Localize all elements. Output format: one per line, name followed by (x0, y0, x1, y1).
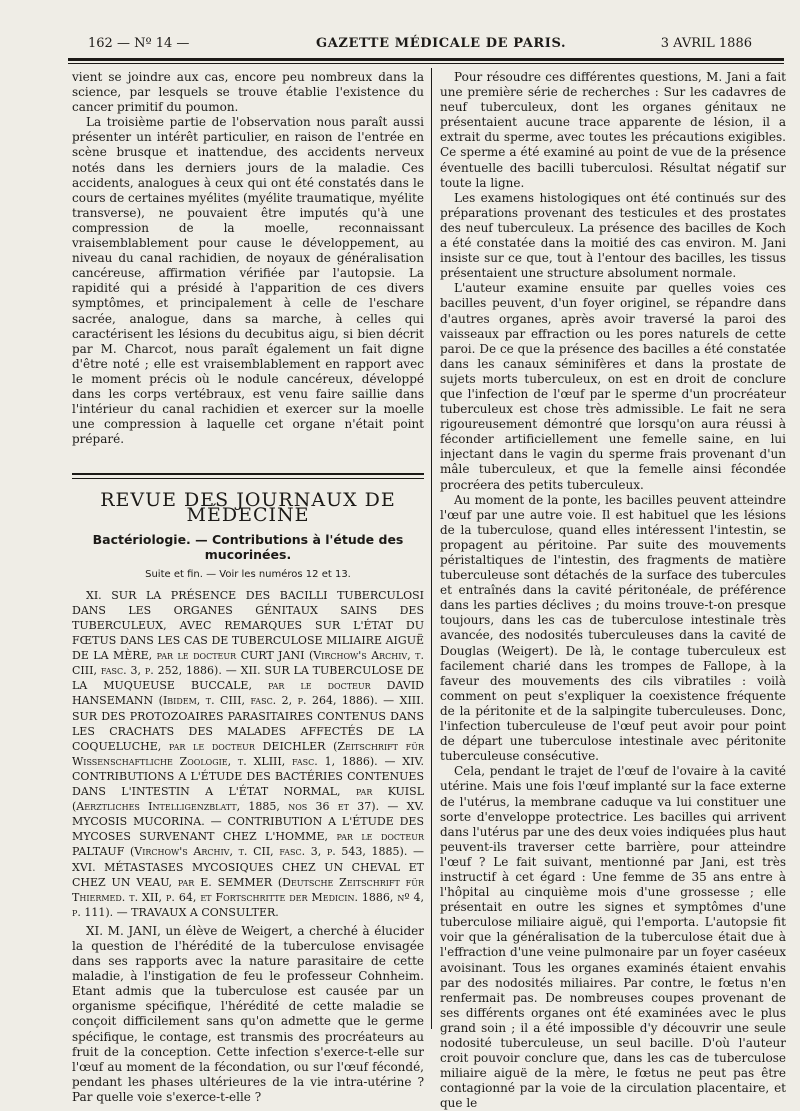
paragraph: Cela, pendant le trajet de l'œuf de l'ovaire à la cavité utérine. Mais une fois l'œuf implanté sur la face externe de l'utérus, la membrane caduque va lui constituer une sorte d'enveloppe protectrice. Les bacilles qui arrivent dans l'utérus par une des deux voies indiquées plus haut peuvent-ils traverser cette barrière, pour atteindre l'œuf ? Le fait suivant, mentionné par Jani, est très instructif à cet égard : Une femme de 35 ans entre à l'hôpital au cinquième mois d'une grossesse ; elle présentait en outre les signes et symptômes d'une tuberculose miliaire aiguë, qui l'emporta. L'autopsie fit voir que la généralisation de la tuberculose était due à l'effraction d'une veine pulmonaire par un foyer caséeux avoisinant. Tous les organes examinés étaient envahis par des nodosités miliaires. Par contre, le fœtus n'en renfermait pas. De nombreuses coupes provenant de ses différents organes ont été examinées avec le plus grand soin ; il a été impossible d'y découvrir une seule nodosité tuberculeuse, un seul bacille. D'où l'auteur croit pouvoir conclure que, dans les cas de tuberculose miliaire aiguë de la mère, le fœtus ne peut pas être contagionné par la voie de la circulation placentaire, et que le (440, 764, 786, 1111)
right-column (440, 70, 786, 1111)
paragraph: La troisième partie de l'observation nous paraît aussi présenter un intérêt particulier, en raison de l'entrée en scène brusque et inattendue, des accidents nerveux notés dans les derniers jours de la maladie. Ces accidents, analogues à ceux qui ont été constatés dans le cours de certaines myélites (myélite traumatique, myélite transverse), ne pouvaient être imputés qu'à une compression de la moelle, reconnaissant vraisemblablement pour cause le développement, au niveau du canal rachidien, de noyaux de généralisation cancéreuse, affirmation vérifiée par l'autopsie. La rapidité qui a présidé à l'apparition de ces divers symptômes, et principalement à celle de l'eschare sacrée, analogue, dans sa marche, à celles qui caractérisent les lésions du decubitus aigu, si bien décrit par M. Charcot, nous paraît également un fait digne d'être noté ; elle est vraisemblablement en rapport avec le moment précis où le nodule cancéreux, développé dans les corps vertébraux, est venu faire saillie dans l'intérieur du canal rachidien et exercer sur la moelle une compression à laquelle cet organe n'était point préparé. (72, 115, 424, 447)
journal-title: GAZETTE MÉDICALE DE PARIS. (316, 36, 567, 51)
references-list: XI. SUR LA PRÉSENCE DES BACILLI TUBERCULOSI DANS LES ORGANES GÉNITAUX SAINS DES TUBERCULEUX, AVEC REMARQUES SUR L'ÉTAT DU FŒTUS DANS LES CAS DE TUBERCULOSE MILIAIRE AIGUË DE LA MÈRE, par le docteur CURT JANI (Virchow's Archiv, t. CIII, fasc. 3, p. 252, 1886). — XII. SUR LA TUBERCULOSE DE LA MUQUEUSE BUCCALE, par le docteur DAVID HANSEMANN (Ibidem, t. CIII, fasc. 2, p. 264, 1886). — XIII. SUR DES PROTOZOAIRES PARASITAIRES CONTENUS DANS LES CRACHATS DES MALADES AFFECTÉS DE LA COQUELUCHE, par le docteur DEICHLER (Zeitschrift für Wissenschaftliche Zoologie, t. XLIII, fasc. 1, 1886). — XIV. CONTRIBUTIONS A L'ÉTUDE DES BACTÉRIES CONTENUES DANS L'INTESTIN A L'ÉTAT NORMAL, par KUISL (Aerztliches Intelligenzblatt, 1885, nos 36 et 37). — XV. MYCOSIS MUCORINA. — CONTRIBUTION A L'ÉTUDE DES MYCOSES SURVENANT CHEZ L'HOMME, par le docteur PALTAUF (Virchow's Archiv, t. CII, fasc. 3, p. 543, 1885). — XVI. MÉTASTASES MYCOSIQUES CHEZ UN CHEVAL ET CHEZ UN VEAU, par E. SEMMER (Deutsche Zeitschrift für Thiermed. t. XII, p. 64, et Fortschritte der Medicin. 1886, nº 4, p. 111). — TRAVAUX A CONSULTER. (72, 588, 424, 919)
paragraph: L'auteur examine ensuite par quelles voies ces bacilles peuvent, d'un foyer originel, se répandre dans d'autres organes, après avoir traversé la paroi des vaisseaux par effraction ou les pores naturels de cette paroi. De ce que la présence des bacilles a été constatée dans les canaux séminifères et dans la prostate de sujets morts tuberculeux, on est en droit de conclure que l'infection de l'œuf par le sperme d'un procréateur tuberculeux est chose très admissible. Le fait ne sera rigoureusement démontré que lorsqu'on aura réussi à féconder artificiellement une femelle saine, en lui injectant dans le vagin du sperme frais provenant d'un mâle tuberculeux, et que la femelle ainsi fécondée procréera des petits tuberculeux. (440, 281, 786, 492)
continuation-note: Suite et fin. — Voir les numéros 12 et 13. (145, 568, 351, 580)
section-separator (72, 473, 424, 479)
header-rule-thick (68, 58, 784, 61)
separator-rule (72, 473, 424, 475)
paragraph: XI. M. JANI, un élève de Weigert, a cherché à élucider la question de l'hérédité de la tuberculose envisagée dans ses rapports avec la nature parasitaire de cette maladie, à l'instigation de feu le professeur Cohnheim. Etant admis que la tuberculose est causée par un organisme spécifique, l'hérédité de cette maladie se conçoit difficilement sans qu'on admette que le germe spécifique, le contage, est transmis des procréateurs au fruit de la conception. Cette infection s'exerce-t-elle sur l'œuf au moment de la fécondation, ou sur l'œuf fécondé, pendant les phases ultérieures de la vie intra-utérine ? Par quelle voie s'exerce-t-elle ? (72, 923, 424, 1104)
paragraph: Pour résoudre ces différentes questions, M. Jani a fait une première série de recherches : Sur les cadavres de neuf tuberculeux, dont les organes génitaux ne présentaient aucune trace apparente de lésion, il a extrait du sperme, avec toutes les précautions exigibles. Ce sperme a été examiné au point de vue de la présence éventuelle des bacilli tuberculosi. Résultat négatif sur toute la ligne. (440, 70, 786, 190)
column-divider (431, 68, 432, 1029)
section-subtitle: Bactériologie. — Contributions à l'étude des mucorinées. (92, 531, 404, 562)
separator-rule (72, 478, 424, 479)
paragraph: Au moment de la ponte, les bacilles peuvent atteindre l'œuf par une autre voie. Il est habituel que les lésions de la tuberculose, quand elles intéressent l'intestin, se propagent au péritoine. Par suite des mouvements péristaltiques de l'intestin, des fragments de matière tuberculeuse sont détachés de la surface des tubercules et entraînés dans la cavité péritonéale, de préférence dans les parties déclives ; du moins trouve-t-on presque toujours, dans les cas de tuberculose intestinale très avancée, des nodosités tuberculeuses dans la cavité de Douglas (Weigert). De là, le contage tuberculeux est facilement charié dans les trompes de Fallope, à la faveur des mouvements des cils vibratiles : voilà comment on peut s'expliquer la coexistence fréquente de la péritonite et de la salpingite tuberculeuses. Donc, l'infection tuberculeuse de l'œuf peut avoir pour point de départ une tuberculose intestinale avec péritonite tuberculeuse consécutive. (440, 492, 786, 764)
page-header (68, 36, 784, 56)
header-rule-thin (68, 63, 784, 64)
section-title: REVUE DES JOURNAUX DE MÉDECINE (100, 489, 396, 527)
paragraph: Les examens histologiques ont été continués sur des préparations provenant des testicules et des prostates des neuf tuberculeux. La présence des bacilles de Koch a été constatée dans la moitié des cas environ. M. Jani insiste sur ce que, tout à l'entour des bacilles, les tissus présentaient une structure absolument normale. (440, 190, 786, 281)
paragraph: vient se joindre aux cas, encore peu nombreux dans la science, par lesquels se trouve établie l'existence du cancer primitif du poumon. (72, 70, 424, 115)
issue-date: 3 AVRIL 1886 (660, 36, 752, 51)
left-column (72, 70, 424, 1105)
page-number: 162 — Nº 14 — (88, 36, 190, 51)
